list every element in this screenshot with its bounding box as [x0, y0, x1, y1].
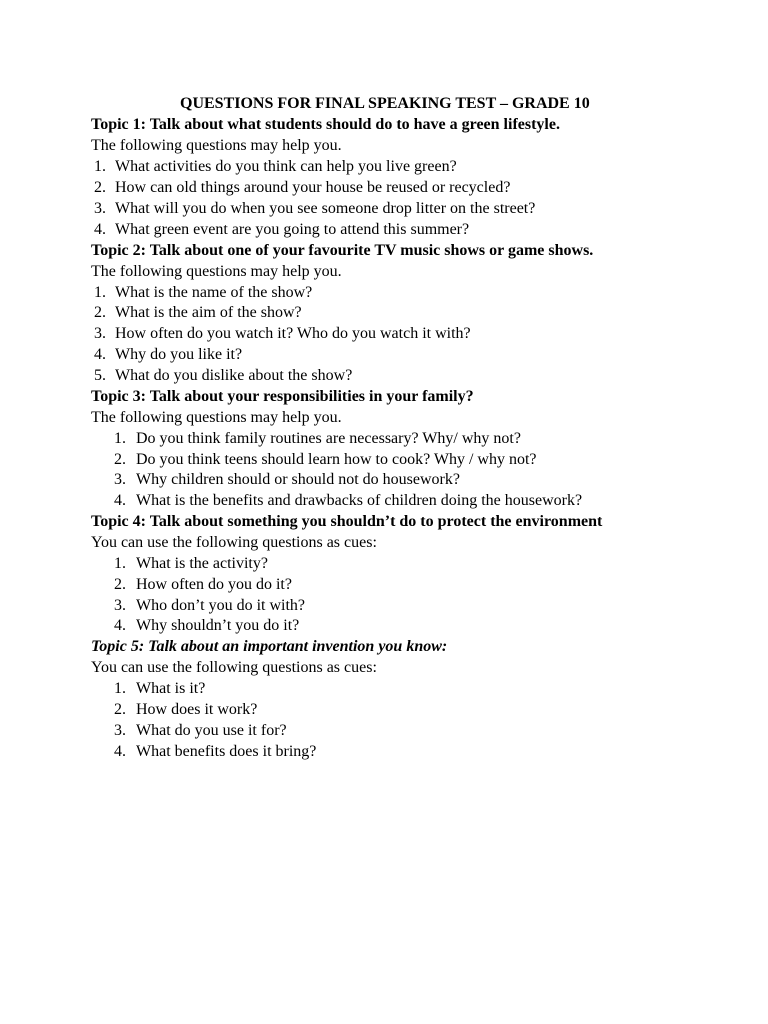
topic-5-heading: Topic 5: Talk about an important invention you know: — [91, 638, 448, 655]
topic-2-heading: Topic 2: Talk about one of your favourite TV music shows or game shows. — [91, 242, 594, 259]
topic-1-intro: The following questions may help you. — [91, 137, 342, 154]
document-title: QUESTIONS FOR FINAL SPEAKING TEST – GRADE 10 — [180, 95, 590, 112]
topic-5-q3-text: What do you use it for? — [136, 722, 287, 739]
topic-1-q3-text: What will you do when you see someone drop litter on the street? — [115, 200, 536, 217]
topic-5-intro: You can use the following questions as cues: — [91, 659, 377, 676]
topic-3-q4-number: 4. — [114, 492, 126, 509]
topic-2-q2-number: 2. — [94, 304, 106, 321]
topic-1-q3-number: 3. — [94, 200, 106, 217]
topic-2-intro: The following questions may help you. — [91, 263, 342, 280]
topic-5-q2-text: How does it work? — [136, 701, 258, 718]
topic-3-q2-text: Do you think teens should learn how to cook? Why / why not? — [136, 451, 537, 468]
topic-2-q2-text: What is the aim of the show? — [115, 304, 302, 321]
topic-4-heading: Topic 4: Talk about something you shouldn’t do to protect the environment — [91, 513, 603, 530]
topic-1-q4-text: What green event are you going to attend this summer? — [115, 221, 470, 238]
topic-2-q4-number: 4. — [94, 346, 106, 363]
topic-1-q1-text: What activities do you think can help you live green? — [115, 158, 457, 175]
topic-4-q1-text: What is the activity? — [136, 555, 268, 572]
topic-4-q4-number: 4. — [114, 617, 126, 634]
topic-1-q4-number: 4. — [94, 221, 106, 238]
topic-5-q1-number: 1. — [114, 680, 126, 697]
topic-4-q2-text: How often do you do it? — [136, 576, 292, 593]
topic-2-q3-number: 3. — [94, 325, 106, 342]
topic-3-q3-number: 3. — [114, 471, 126, 488]
topic-3-intro: The following questions may help you. — [91, 409, 342, 426]
topic-5-q1-text: What is it? — [136, 680, 206, 697]
topic-2-q1-text: What is the name of the show? — [115, 284, 313, 301]
topic-4-q1-number: 1. — [114, 555, 126, 572]
topic-2-q5-text: What do you dislike about the show? — [115, 367, 353, 384]
topic-3-q1-text: Do you think family routines are necessary? Why/ why not? — [136, 430, 521, 447]
topic-5-q3-number: 3. — [114, 722, 126, 739]
topic-3-heading: Topic 3: Talk about your responsibilities in your family? — [91, 388, 474, 405]
topic-5-q4-text: What benefits does it bring? — [136, 743, 317, 760]
topic-4-q3-number: 3. — [114, 597, 126, 614]
topic-3-q1-number: 1. — [114, 430, 126, 447]
topic-2-q3-text: How often do you watch it? Who do you watch it with? — [115, 325, 471, 342]
topic-1-q1-number: 1. — [94, 158, 106, 175]
topic-4-q4-text: Why shouldn’t you do it? — [136, 617, 300, 634]
topic-1-q2-text: How can old things around your house be reused or recycled? — [115, 179, 511, 196]
topic-2-q4-text: Why do you like it? — [115, 346, 243, 363]
topic-3-q2-number: 2. — [114, 451, 126, 468]
topic-4-q2-number: 2. — [114, 576, 126, 593]
topic-2-q1-number: 1. — [94, 284, 106, 301]
topic-5-q4-number: 4. — [114, 743, 126, 760]
topic-3-q3-text: Why children should or should not do housework? — [136, 471, 460, 488]
topic-4-q3-text: Who don’t you do it with? — [136, 597, 306, 614]
topic-3-q4-text: What is the benefits and drawbacks of children doing the housework? — [136, 492, 583, 509]
topic-1-heading: Topic 1: Talk about what students should do to have a green lifestyle. — [91, 116, 560, 133]
topic-2-q5-number: 5. — [94, 367, 106, 384]
topic-1-q2-number: 2. — [94, 179, 106, 196]
topic-4-intro: You can use the following questions as cues: — [91, 534, 377, 551]
topic-5-q2-number: 2. — [114, 701, 126, 718]
